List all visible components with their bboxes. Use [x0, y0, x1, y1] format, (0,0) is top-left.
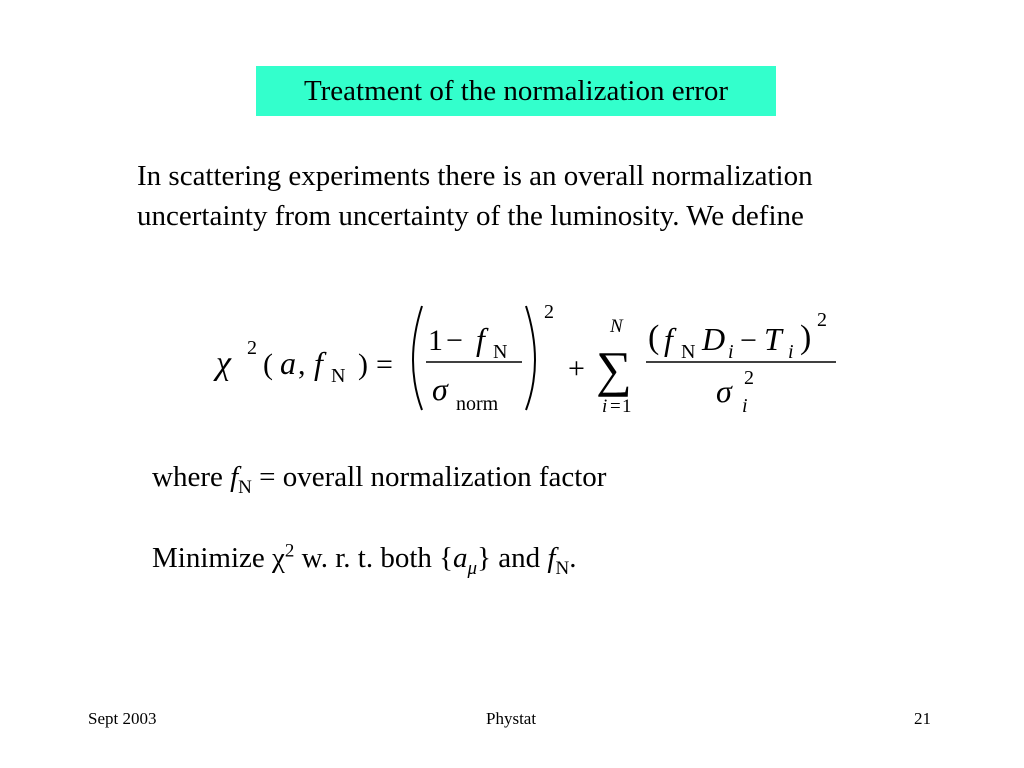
rhs-minus: −: [740, 324, 757, 357]
numerator-f-sub: N: [493, 341, 508, 363]
denominator-norm: norm: [456, 393, 499, 415]
rhs-D-sub: i: [728, 341, 734, 363]
first-term-exponent: 2: [544, 301, 554, 323]
rhs-T-sub: i: [788, 341, 794, 363]
lhs-f: f: [314, 345, 323, 381]
slide-title-text: Treatment of the normalization error: [303, 74, 729, 107]
big-right-paren: [526, 306, 535, 410]
rhs-sigma: σ: [716, 373, 732, 409]
intro-paragraph: In scattering experiments there is an overall normalization uncertainty from uncertainty of the luminosity. We define: [137, 160, 813, 232]
where-line: [152, 460, 607, 498]
rhs-D: D: [702, 321, 726, 357]
rhs-right-paren: ): [800, 319, 812, 356]
chi-exponent: 2: [247, 337, 257, 359]
rhs-sigma-sub: i: [742, 395, 748, 417]
plus-sign: +: [568, 352, 585, 385]
minimize-close: } and: [477, 542, 541, 574]
numerator-f: f: [476, 321, 485, 357]
numerator-one: 1: [428, 324, 443, 357]
minimize-a: a: [453, 542, 468, 574]
rhs-exponent: 2: [817, 309, 827, 331]
minimize-middle: w. r. t. both {: [301, 542, 454, 574]
lhs-a: a: [280, 345, 296, 381]
equals-sign: =: [376, 348, 393, 381]
sum-lower-equals: =: [610, 396, 621, 417]
rhs-f-sub: N: [681, 341, 696, 363]
where-prefix: where: [152, 461, 223, 493]
sum-symbol: ∑: [596, 341, 632, 397]
minimize-f: f: [547, 542, 556, 574]
minimize-period: .: [569, 542, 577, 574]
minimize-line: [152, 540, 577, 579]
where-f-sub: N: [238, 476, 252, 498]
rhs-sigma-exponent: 2: [744, 367, 754, 389]
numerator-minus: −: [446, 324, 463, 357]
rhs-f: f: [664, 321, 673, 357]
footer-page-number: 21: [914, 709, 931, 728]
minimize-f-sub: N: [555, 557, 570, 579]
sum-lower-one: 1: [622, 396, 632, 417]
footer-event: Phystat: [486, 709, 537, 728]
lhs-comma: ,: [298, 348, 306, 381]
big-left-paren: [413, 306, 422, 410]
slide-title: [256, 66, 776, 116]
lhs-f-sub: N: [331, 365, 346, 387]
where-definition: = overall normalization factor: [259, 461, 607, 493]
minimize-prefix: Minimize χ: [152, 542, 285, 574]
minimize-mu: μ: [467, 557, 478, 579]
lhs-left-paren: (: [263, 348, 273, 381]
chi-symbol: χ: [216, 345, 231, 382]
sum-lower-i: i: [602, 396, 608, 417]
minimize-chi-exponent: 2: [284, 540, 295, 562]
lhs-right-paren: ): [358, 348, 368, 381]
sum-upper-limit: N: [610, 316, 623, 337]
where-f: f: [230, 461, 239, 493]
denominator-sigma: σ: [432, 371, 448, 407]
footer-date: Sept 2003: [88, 709, 157, 728]
rhs-T: T: [764, 321, 782, 357]
rhs-left-paren: (: [648, 319, 660, 356]
chi-square-formula: [200, 292, 850, 422]
